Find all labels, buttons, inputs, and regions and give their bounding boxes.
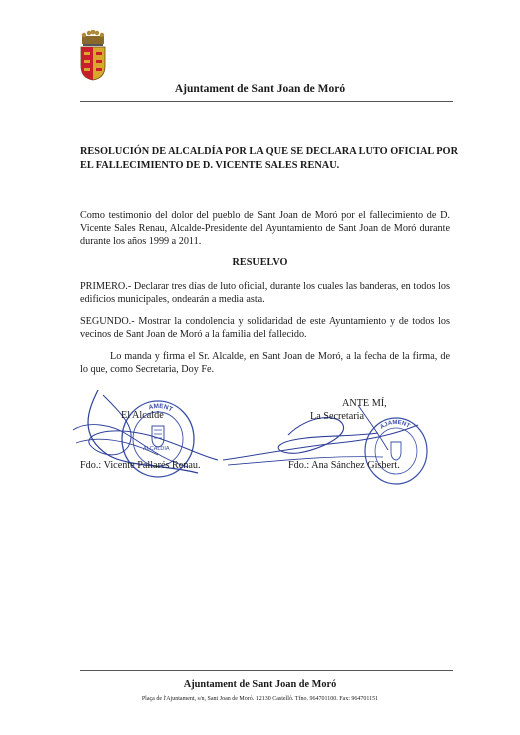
resolution-title: RESOLUCIÓN DE ALCALDÍA POR LA QUE SE DECLARA LUTO OFICIAL POR EL FALLECIMIENTO DE D. VICENTE SALES RENAU. bbox=[80, 146, 459, 171]
primero-paragraph: PRIMERO.- Declarar tres días de luto oficial, durante los cuales las banderas, en todos los edificios municipales, ondearán a media asta. bbox=[80, 281, 450, 306]
intro-paragraph: Como testimonio del dolor del pueblo de Sant Joan de Moró por el fallecimiento de D. Vicente Sales Renau, Alcalde-Presidente del Ayuntamiento de Sant Joan de Moró durante durante los años 1999 a 2011. bbox=[80, 210, 450, 248]
stamp-left-top-text: AMENT bbox=[147, 402, 174, 414]
mayor-label: El Alcalde bbox=[121, 410, 164, 421]
secretary-label: La Secretaria bbox=[310, 411, 365, 422]
secretary-signer: Fdo.: Ana Sánchez Gisbert. bbox=[288, 460, 400, 471]
header-title: Ajuntament de Sant Joan de Moró bbox=[174, 83, 346, 95]
footer-title: Ajuntament de Sant Joan de Moró bbox=[183, 679, 337, 690]
footer-divider bbox=[80, 670, 453, 671]
stamp-left-mid-text: ALCALDIA bbox=[143, 446, 170, 452]
stamp-right-top-text: AJAMENT bbox=[379, 419, 411, 431]
ante-mi-label: ANTE MÍ, bbox=[342, 398, 387, 409]
mayor-signer: Fdo.: Vicente Pallarés Renau. bbox=[80, 460, 201, 471]
resuelvo-heading: RESUELVO bbox=[232, 257, 288, 268]
footer-address: Plaça de l'Ajuntament, s/n, Sant Joan de Moró. 12130 Castelló. Tfno. 964701100. Fax: 964701151 bbox=[141, 696, 379, 702]
header-divider bbox=[80, 101, 453, 102]
coat-of-arms-icon bbox=[78, 30, 108, 82]
closing-paragraph: Lo manda y firma el Sr. Alcalde, en Sant Joan de Moró, a la fecha de la firma, de lo que, como Secretaria, Doy Fe. bbox=[80, 351, 450, 376]
segundo-paragraph: SEGUNDO.- Mostrar la condolencia y solidaridad de este Ayuntamiento y de todos los vecinos de Sant Joan de Moró a la familia del fallecido. bbox=[80, 316, 450, 341]
